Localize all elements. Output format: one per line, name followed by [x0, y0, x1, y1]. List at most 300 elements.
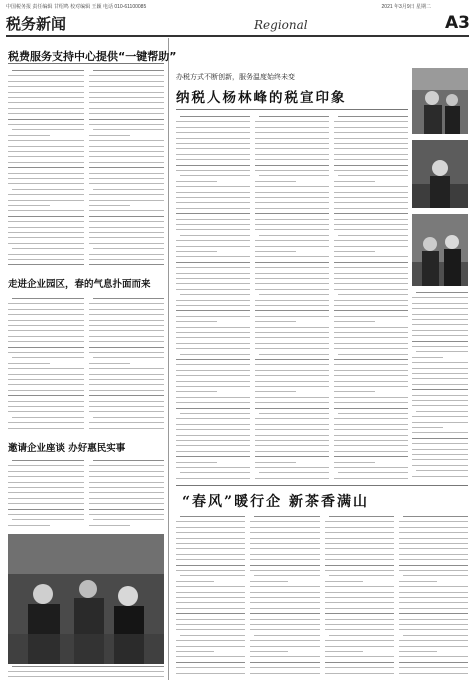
- text-line: [255, 456, 329, 457]
- article-5-body: [176, 516, 468, 680]
- text-line: [180, 175, 250, 176]
- text-line: [325, 624, 394, 625]
- text-line: [89, 210, 165, 211]
- feature-body-continued: [412, 292, 468, 480]
- text-line: [93, 248, 165, 249]
- text-line: [334, 467, 408, 468]
- text-line: [89, 194, 165, 195]
- text-line: [176, 602, 245, 603]
- text-line: [412, 476, 468, 477]
- text-line: [180, 413, 250, 414]
- text-line: [255, 402, 329, 403]
- text-line: [250, 586, 319, 587]
- text-line: [176, 435, 250, 436]
- text-line: [325, 586, 394, 587]
- text-line: [180, 472, 250, 473]
- text-line: [93, 417, 165, 418]
- text-line: [334, 370, 408, 371]
- text-line: [89, 303, 165, 304]
- text-line: [334, 300, 408, 301]
- text-line: [89, 124, 165, 125]
- news-photo: [8, 534, 164, 664]
- text-line: [176, 467, 250, 468]
- text-line: [334, 154, 408, 155]
- text-line: [176, 273, 250, 274]
- feature-photo-1: [412, 68, 468, 134]
- text-line: [334, 478, 408, 479]
- text-line: [255, 224, 329, 225]
- text-line: [250, 532, 319, 533]
- text-line: [89, 384, 165, 385]
- text-line: [325, 548, 394, 549]
- text-line: [176, 370, 250, 371]
- text-line: [325, 565, 394, 566]
- text-line: [255, 332, 329, 333]
- text-line: [8, 237, 84, 238]
- text-line: [176, 408, 250, 409]
- text-line: [334, 229, 408, 230]
- text-line: [8, 254, 84, 255]
- text-line: [412, 422, 468, 423]
- text-line: [250, 629, 319, 630]
- text-line: [176, 208, 250, 209]
- text-line: [412, 384, 468, 385]
- text-line: [8, 503, 84, 504]
- text-line: [176, 429, 250, 430]
- feature-body: [176, 116, 408, 480]
- text-line: [8, 352, 84, 353]
- text-line: [8, 102, 84, 103]
- text-line: [255, 375, 329, 376]
- text-line: [8, 406, 84, 407]
- text-line: [89, 395, 165, 396]
- text-line: [250, 570, 319, 571]
- text-line: [12, 460, 84, 461]
- text-line: [399, 527, 468, 528]
- text-line: [399, 602, 468, 603]
- text-line: [250, 538, 319, 539]
- text-line: [8, 135, 50, 136]
- section-title: 税务新闻: [6, 15, 67, 33]
- text-line: [12, 189, 84, 190]
- text-line: [334, 267, 408, 268]
- text-line: [334, 440, 408, 441]
- text-line: [89, 205, 131, 206]
- text-line: [255, 148, 329, 149]
- text-line: [89, 200, 165, 201]
- text-line: [8, 124, 84, 125]
- text-line: [334, 132, 408, 133]
- text-line: [8, 465, 84, 466]
- text-line: [334, 402, 408, 403]
- text-line: [89, 465, 165, 466]
- text-line: [412, 454, 468, 455]
- text-line: [89, 379, 165, 380]
- text-line: [325, 543, 394, 544]
- text-line: [255, 386, 329, 387]
- text-line: [12, 519, 84, 520]
- text-line: [8, 97, 84, 98]
- text-line: [412, 395, 468, 396]
- text-line: [176, 348, 250, 349]
- text-line: [12, 70, 84, 71]
- text-line: [334, 316, 408, 317]
- text-line: [250, 597, 319, 598]
- text-line: [89, 135, 131, 136]
- text-line: [259, 116, 329, 117]
- text-line: [176, 213, 250, 214]
- text-line: [255, 440, 329, 441]
- text-line: [8, 476, 84, 477]
- text-line: [338, 472, 408, 473]
- text-line: [8, 401, 84, 402]
- article-1-body: [8, 70, 164, 270]
- text-line: [89, 314, 165, 315]
- text-line: [338, 116, 408, 117]
- text-line: [255, 451, 329, 452]
- text-line: [250, 521, 319, 522]
- text-line: [325, 629, 394, 630]
- text-line: [8, 119, 84, 120]
- text-line: [334, 310, 408, 311]
- text-line: [176, 143, 250, 144]
- text-line: [12, 417, 84, 418]
- text-line: [176, 640, 245, 641]
- text-line: [334, 337, 408, 338]
- text-line: [255, 445, 329, 446]
- text-line: [399, 586, 468, 587]
- text-line: [8, 86, 84, 87]
- text-line: [255, 289, 329, 290]
- text-line: [334, 359, 408, 360]
- region-label: Regional: [254, 18, 308, 32]
- text-line: [399, 640, 468, 641]
- text-line: [255, 278, 329, 279]
- text-line: [180, 575, 245, 576]
- text-line: [259, 235, 329, 236]
- text-line: [8, 221, 84, 222]
- text-line: [255, 219, 329, 220]
- text-line: [8, 411, 84, 412]
- text-line: [250, 565, 319, 566]
- text-line: [334, 456, 408, 457]
- text-line: [12, 248, 84, 249]
- text-line: [250, 613, 319, 614]
- text-line: [8, 232, 84, 233]
- photo-caption: [8, 666, 164, 680]
- text-line: [255, 321, 296, 322]
- text-line: [176, 224, 250, 225]
- text-line: [334, 208, 408, 209]
- text-line: [250, 619, 319, 620]
- text-line: [325, 532, 394, 533]
- text-line: [399, 608, 468, 609]
- column-divider: [168, 38, 169, 680]
- text-line: [399, 570, 468, 571]
- text-line: [259, 294, 329, 295]
- text-line: [8, 205, 50, 206]
- text-line: [334, 186, 408, 187]
- text-line: [8, 341, 84, 342]
- text-line: [176, 538, 245, 539]
- text-line: [8, 384, 84, 385]
- section-rule: [176, 485, 468, 486]
- text-line: [89, 237, 165, 238]
- text-line: [329, 575, 394, 576]
- text-line: [412, 459, 468, 460]
- text-line: [8, 81, 84, 82]
- text-line: [89, 320, 165, 321]
- text-line: [334, 364, 408, 365]
- text-line: [176, 148, 250, 149]
- text-line: [399, 629, 468, 630]
- text-line: [399, 646, 468, 647]
- text-line: [334, 224, 408, 225]
- text-line: [255, 170, 329, 171]
- text-line: [412, 346, 468, 347]
- text-line: [255, 467, 329, 468]
- text-line: [334, 262, 408, 263]
- text-line: [334, 159, 408, 160]
- text-line: [176, 316, 250, 317]
- text-line: [412, 416, 468, 417]
- text-line: [412, 362, 468, 363]
- text-line: [93, 298, 165, 299]
- text-line: [89, 411, 165, 412]
- text-line: [89, 422, 165, 423]
- text-line: [8, 194, 84, 195]
- text-line: [255, 267, 329, 268]
- text-line: [8, 525, 50, 526]
- text-line: [255, 283, 329, 284]
- text-line: [412, 341, 468, 342]
- text-line: [8, 368, 84, 369]
- text-line: [250, 608, 319, 609]
- text-line: [255, 229, 329, 230]
- text-line: [89, 390, 165, 391]
- text-line: [176, 440, 250, 441]
- text-line: [334, 332, 408, 333]
- text-line: [89, 492, 165, 493]
- text-line: [89, 140, 165, 141]
- text-line: [255, 391, 296, 392]
- text-line: [412, 378, 468, 379]
- text-line: [399, 624, 468, 625]
- article-2-title: 走进企业园区，春的气息扑面而来: [8, 279, 151, 290]
- text-line: [176, 608, 245, 609]
- text-line: [334, 343, 408, 344]
- text-line: [176, 543, 245, 544]
- text-line: [176, 402, 250, 403]
- text-line: [259, 472, 329, 473]
- text-line: [176, 651, 214, 652]
- text-line: [325, 538, 394, 539]
- text-line: [334, 148, 408, 149]
- text-line: [8, 178, 84, 179]
- text-line: [255, 424, 329, 425]
- text-line: [325, 673, 394, 674]
- text-line: [8, 676, 164, 677]
- text-line: [334, 283, 408, 284]
- text-line: [176, 624, 245, 625]
- text-line: [8, 509, 84, 510]
- text-line: [89, 178, 165, 179]
- text-line: [255, 202, 329, 203]
- text-line: [176, 629, 245, 630]
- text-line: [89, 264, 165, 265]
- text-line: [334, 213, 408, 214]
- text-line: [338, 235, 408, 236]
- text-line: [255, 359, 329, 360]
- text-line: [325, 656, 394, 657]
- text-line: [176, 310, 250, 311]
- text-line: [89, 341, 165, 342]
- text-line: [334, 251, 375, 252]
- text-line: [412, 319, 468, 320]
- text-line: [89, 476, 165, 477]
- text-line: [8, 671, 164, 672]
- text-line: [325, 521, 394, 522]
- text-line: [250, 651, 288, 652]
- text-line: [176, 478, 250, 479]
- text-line: [250, 554, 319, 555]
- text-line: [399, 543, 468, 544]
- article-3-title: 邀请企业座谈 办好惠民实事: [8, 443, 126, 454]
- text-line: [412, 335, 468, 336]
- text-line: [255, 181, 296, 182]
- text-line: [255, 408, 329, 409]
- text-line: [334, 256, 408, 257]
- text-line: [412, 400, 468, 401]
- text-line: [176, 332, 250, 333]
- text-line: [399, 581, 437, 582]
- text-line: [176, 662, 245, 663]
- text-line: [93, 357, 165, 358]
- text-line: [255, 132, 329, 133]
- text-line: [325, 581, 363, 582]
- text-line: [8, 108, 84, 109]
- text-line: [89, 151, 165, 152]
- text-line: [250, 656, 319, 657]
- text-line: [8, 314, 84, 315]
- text-line: [89, 216, 165, 217]
- text-line: [8, 498, 84, 499]
- text-line: [334, 445, 408, 446]
- text-line: [8, 210, 84, 211]
- text-line: [325, 646, 394, 647]
- page-number: A3: [445, 13, 470, 33]
- text-line: [89, 119, 165, 120]
- text-line: [399, 613, 468, 614]
- text-line: [255, 316, 329, 317]
- text-line: [338, 354, 408, 355]
- text-line: [334, 170, 408, 171]
- text-line: [176, 278, 250, 279]
- text-line: [255, 256, 329, 257]
- text-line: [334, 348, 408, 349]
- text-line: [399, 619, 468, 620]
- text-line: [255, 397, 329, 398]
- text-line: [334, 381, 408, 382]
- text-line: [176, 581, 214, 582]
- text-line: [176, 154, 250, 155]
- text-line: [89, 336, 165, 337]
- text-line: [176, 246, 250, 247]
- text-line: [412, 368, 468, 369]
- text-line: [89, 509, 165, 510]
- text-line: [93, 460, 165, 461]
- text-line: [89, 514, 165, 515]
- text-line: [180, 116, 250, 117]
- text-line: [8, 492, 84, 493]
- text-line: [255, 154, 329, 155]
- text-line: [8, 227, 84, 228]
- text-line: [255, 348, 329, 349]
- text-line: [176, 456, 250, 457]
- text-line: [176, 305, 250, 306]
- text-line: [89, 254, 165, 255]
- text-line: [180, 235, 250, 236]
- text-line: [399, 656, 468, 657]
- text-line: [334, 121, 408, 122]
- text-line: [250, 673, 319, 674]
- text-line: [176, 321, 217, 322]
- text-line: [250, 581, 288, 582]
- text-line: [176, 521, 245, 522]
- issue-date: 2021 年3月9日 星期二: [381, 4, 431, 10]
- text-line: [89, 243, 165, 244]
- text-line: [334, 418, 408, 419]
- text-line: [329, 516, 394, 517]
- text-line: [334, 219, 408, 220]
- text-line: [259, 175, 329, 176]
- text-line: [8, 216, 84, 217]
- text-line: [8, 92, 84, 93]
- text-line: [176, 229, 250, 230]
- text-line: [334, 181, 375, 182]
- text-line: [176, 197, 250, 198]
- text-line: [176, 192, 250, 193]
- text-line: [12, 129, 84, 130]
- text-line: [93, 519, 165, 520]
- text-line: [176, 673, 245, 674]
- text-line: [176, 527, 245, 528]
- text-line: [255, 327, 329, 328]
- text-line: [255, 240, 329, 241]
- text-line: [89, 108, 165, 109]
- text-line: [176, 592, 245, 593]
- text-line: [93, 189, 165, 190]
- text-line: [403, 635, 468, 636]
- text-line: [8, 200, 84, 201]
- text-line: [334, 278, 408, 279]
- text-line: [8, 303, 84, 304]
- text-line: [338, 175, 408, 176]
- text-line: [254, 635, 319, 636]
- text-line: [334, 246, 408, 247]
- text-line: [8, 395, 84, 396]
- text-line: [255, 305, 329, 306]
- text-line: [325, 559, 394, 560]
- text-line: [255, 381, 329, 382]
- text-line: [176, 667, 245, 668]
- text-line: [89, 428, 165, 429]
- text-line: [412, 405, 468, 406]
- feature-photo-3: [412, 214, 468, 286]
- text-line: [334, 462, 375, 463]
- text-line: [255, 213, 329, 214]
- text-line: [89, 352, 165, 353]
